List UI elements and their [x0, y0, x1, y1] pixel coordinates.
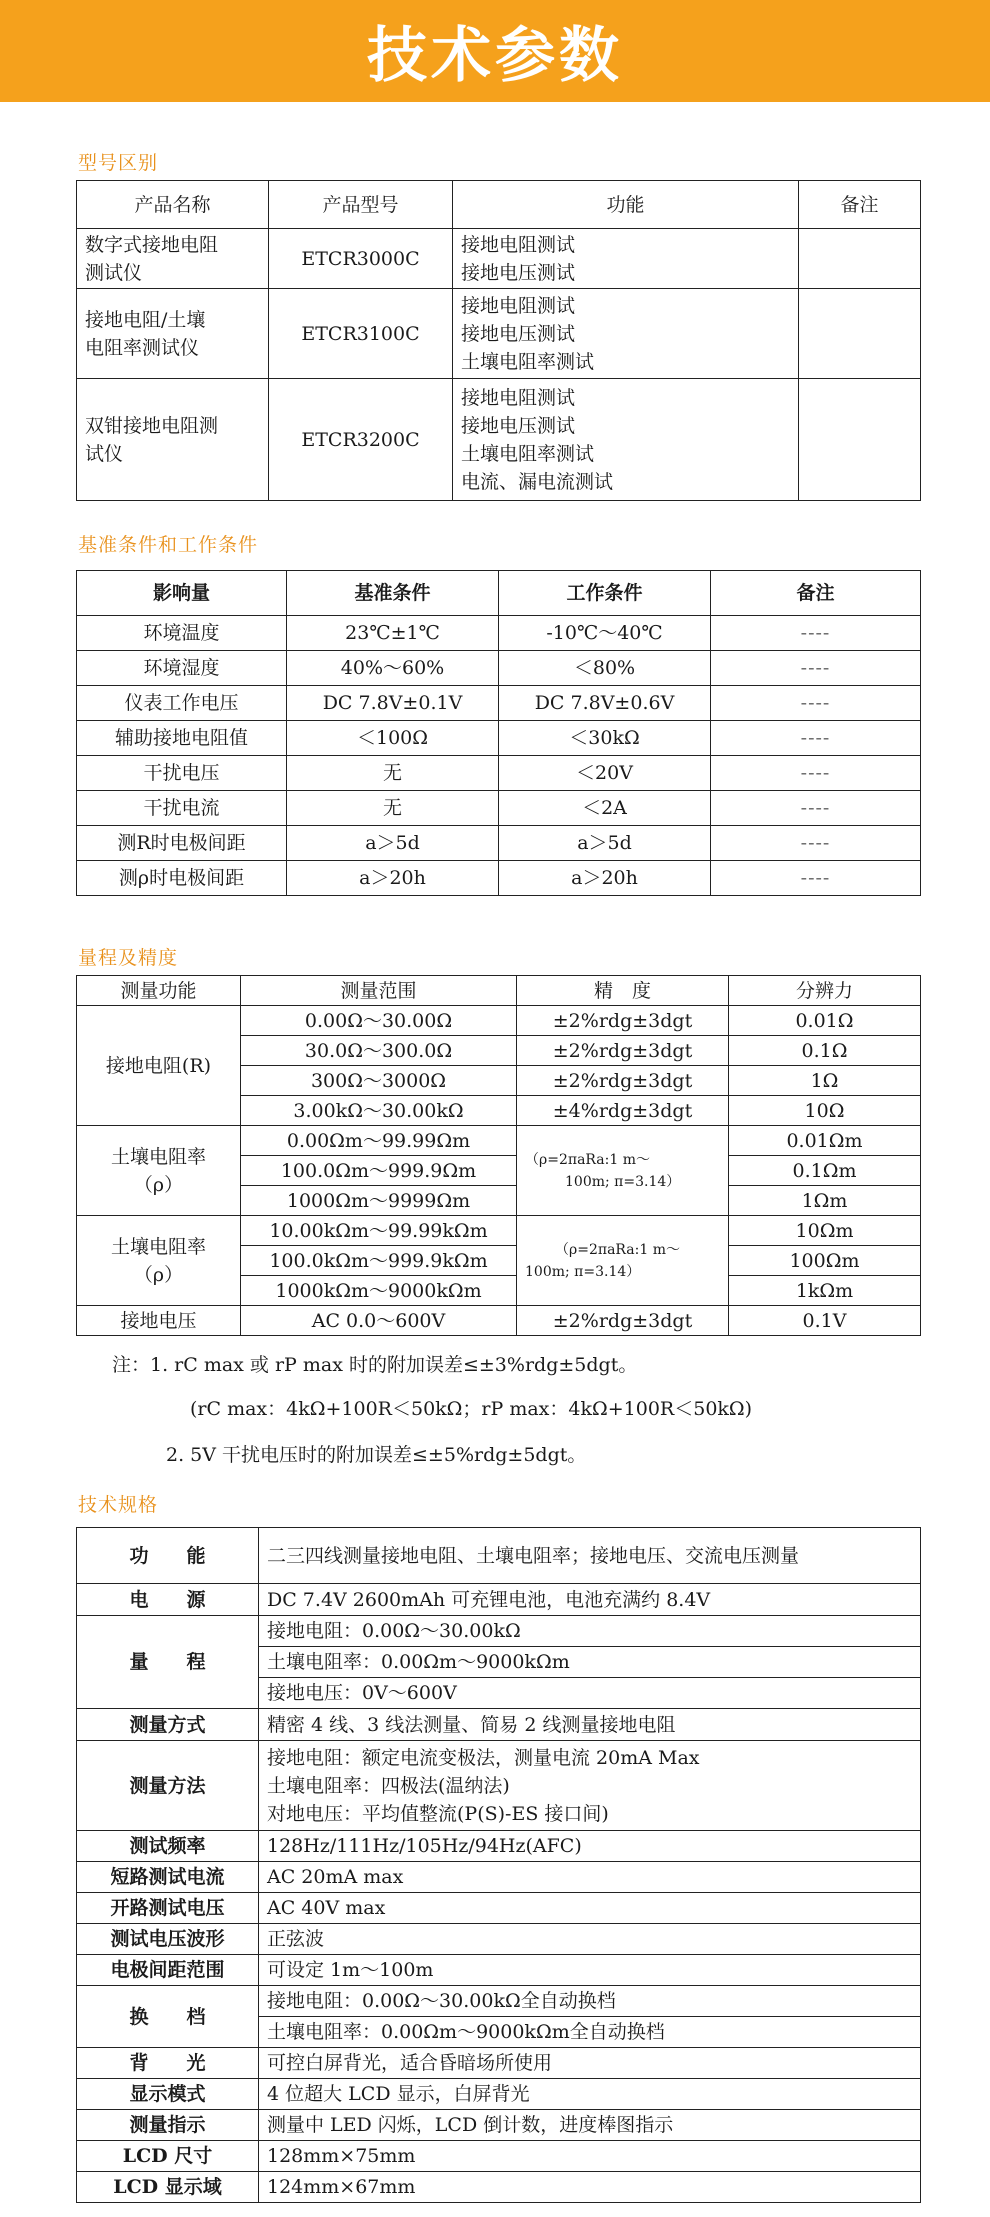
influence-cell: 辅助接地电阻值 [77, 721, 287, 756]
table-row [77, 686, 921, 721]
table-row [77, 289, 921, 379]
table-row [77, 791, 921, 826]
reference-cell: 无 [287, 756, 499, 791]
table-row [77, 1741, 921, 1831]
table-row [77, 2110, 921, 2141]
note-cell: ---- [711, 721, 921, 756]
resolution-cell: 10Ω [729, 1096, 921, 1126]
reference-cell: 23℃±1℃ [287, 616, 499, 651]
spec-label: 测量方法 [77, 1741, 259, 1831]
table-row [77, 1528, 921, 1584]
working-cell: a＞20h [499, 861, 711, 896]
table-row [77, 1955, 921, 1986]
spec-value: AC 40V max [259, 1893, 921, 1924]
col-header: 精 度 [517, 976, 729, 1006]
resolution-cell: 0.01Ω [729, 1006, 921, 1036]
col-header: 分辨力 [729, 976, 921, 1006]
resolution-cell: 1kΩm [729, 1276, 921, 1306]
note-cell: ---- [711, 616, 921, 651]
product-model: ETCR3000C [269, 229, 453, 289]
product-functions: 接地电阻测试 接地电压测试 土壤电阻率测试 电流、漏电流测试 [453, 379, 799, 501]
table-row [77, 1924, 921, 1955]
product-name: 数字式接地电阻 测试仪 [77, 229, 269, 289]
spec-value: 可控白屏背光，适合昏暗场所使用 [259, 2048, 921, 2079]
title-banner [0, 0, 990, 102]
function-ground-resistance: 接地电阻(R) [77, 1006, 241, 1126]
note-line-2: (rC max：4kΩ+100R＜50kΩ；rP max：4kΩ+100R＜50kΩ) [190, 1398, 753, 1420]
spec-value: 土壤电阻率：0.00Ωm～9000kΩm全自动换档 [259, 2017, 921, 2048]
working-cell: ＜20V [499, 756, 711, 791]
page-title: 技术参数 [367, 21, 623, 91]
resolution-cell: 0.01Ωm [729, 1126, 921, 1156]
specs-table [76, 1527, 921, 2203]
table-header-row [77, 976, 921, 1006]
working-cell: -10℃～40℃ [499, 616, 711, 651]
influence-cell: 干扰电流 [77, 791, 287, 826]
spec-label: 电极间距范围 [77, 1955, 259, 1986]
working-cell: ＜80% [499, 651, 711, 686]
reference-cell: a＞5d [287, 826, 499, 861]
spec-value: 土壤电阻率：0.00Ωm～9000kΩm [259, 1647, 921, 1678]
reference-cell: a＞20h [287, 861, 499, 896]
product-note [799, 229, 921, 289]
table-row [77, 756, 921, 791]
product-note [799, 289, 921, 379]
spec-value: 测量中 LED 闪烁，LCD 倒计数，进度棒图指示 [259, 2110, 921, 2141]
col-header: 基准条件 [287, 571, 499, 616]
col-header: 备注 [711, 571, 921, 616]
reference-cell: DC 7.8V±0.1V [287, 686, 499, 721]
range-cell: 0.00Ωm～99.99Ωm [241, 1126, 517, 1156]
product-name: 接地电阻/土壤 电阻率测试仪 [77, 289, 269, 379]
table-row [77, 826, 921, 861]
product-model: ETCR3200C [269, 379, 453, 501]
spec-label: 换 档 [77, 1986, 259, 2048]
product-note [799, 379, 921, 501]
table-row [77, 1831, 921, 1862]
table-row [77, 1126, 921, 1156]
section-title-models: 型号区别 [78, 152, 159, 174]
spec-value: 128mm×75mm [259, 2141, 921, 2172]
table-header-row [77, 181, 921, 229]
influence-cell: 环境温度 [77, 616, 287, 651]
table-row [77, 1986, 921, 2017]
conditions-table [76, 570, 921, 896]
table-row [77, 861, 921, 896]
resolution-cell: 1Ωm [729, 1186, 921, 1216]
resolution-cell: 0.1V [729, 1306, 921, 1336]
product-functions: 接地电阻测试 接地电压测试 [453, 229, 799, 289]
spec-value: 4 位超大 LCD 显示，白屏背光 [259, 2079, 921, 2110]
product-name: 双钳接地电阻测 试仪 [77, 379, 269, 501]
col-header: 工作条件 [499, 571, 711, 616]
accuracy-formula: （ρ=2πaRa:1 m～ 100m; π=3.14） [517, 1216, 729, 1306]
range-cell: 0.00Ω～30.00Ω [241, 1006, 517, 1036]
function-soil-resistivity: 土壤电阻率 （ρ） [77, 1126, 241, 1216]
working-cell: ＜30kΩ [499, 721, 711, 756]
product-model: ETCR3100C [269, 289, 453, 379]
reference-cell: 40%～60% [287, 651, 499, 686]
ranges-table [76, 975, 921, 1336]
reference-cell: 无 [287, 791, 499, 826]
col-header: 备注 [799, 181, 921, 229]
resolution-cell: 0.1Ω [729, 1036, 921, 1066]
spec-value: DC 7.4V 2600mAh 可充锂电池，电池充满约 8.4V [259, 1584, 921, 1616]
spec-label: 开路测试电压 [77, 1893, 259, 1924]
section-title-conditions: 基准条件和工作条件 [78, 534, 259, 556]
spec-value: 128Hz/111Hz/105Hz/94Hz(AFC) [259, 1831, 921, 1862]
col-header: 影响量 [77, 571, 287, 616]
spec-label: 显示模式 [77, 2079, 259, 2110]
spec-label: LCD 显示域 [77, 2172, 259, 2203]
table-row [77, 1616, 921, 1647]
influence-cell: 环境湿度 [77, 651, 287, 686]
spec-label: 测量指示 [77, 2110, 259, 2141]
table-row [77, 721, 921, 756]
table-row [77, 2172, 921, 2203]
note-cell: ---- [711, 651, 921, 686]
table-row [77, 1893, 921, 1924]
spec-label: 功 能 [77, 1528, 259, 1584]
working-cell: ＜2A [499, 791, 711, 826]
influence-cell: 仪表工作电压 [77, 686, 287, 721]
table-row [77, 1862, 921, 1893]
table-row [77, 1584, 921, 1616]
accuracy-cell: ±2%rdg±3dgt [517, 1306, 729, 1336]
table-row [77, 2079, 921, 2110]
spec-value: AC 20mA max [259, 1862, 921, 1893]
table-row [77, 616, 921, 651]
accuracy-formula: （ρ=2πaRa:1 m～ 100m; π=3.14） [517, 1126, 729, 1216]
spec-value: 精密 4 线、3 线法测量、简易 2 线测量接地电阻 [259, 1709, 921, 1741]
working-cell: DC 7.8V±0.6V [499, 686, 711, 721]
note-cell: ---- [711, 861, 921, 896]
table-row [77, 2141, 921, 2172]
table-row [77, 1306, 921, 1336]
table-row [77, 1709, 921, 1741]
col-header: 功能 [453, 181, 799, 229]
influence-cell: 测ρ时电极间距 [77, 861, 287, 896]
spec-label: 测试电压波形 [77, 1924, 259, 1955]
note-cell: ---- [711, 826, 921, 861]
section-title-ranges: 量程及精度 [78, 947, 179, 969]
influence-cell: 干扰电压 [77, 756, 287, 791]
spec-label: 短路测试电流 [77, 1862, 259, 1893]
models-table [76, 180, 921, 501]
spec-value: 124mm×67mm [259, 2172, 921, 2203]
range-cell: 3.00kΩ～30.00kΩ [241, 1096, 517, 1126]
accuracy-cell: ±4%rdg±3dgt [517, 1096, 729, 1126]
function-soil-resistivity: 土壤电阻率 （ρ） [77, 1216, 241, 1306]
working-cell: a＞5d [499, 826, 711, 861]
note-cell: ---- [711, 756, 921, 791]
spec-value: 接地电压：0V～600V [259, 1678, 921, 1709]
accuracy-cell: ±2%rdg±3dgt [517, 1036, 729, 1066]
spec-value: 接地电阻：0.00Ω～30.00kΩ [259, 1616, 921, 1647]
note-cell: ---- [711, 686, 921, 721]
table-row [77, 651, 921, 686]
table-row [77, 1216, 921, 1246]
spec-value: 正弦波 [259, 1924, 921, 1955]
spec-value: 可设定 1m～100m [259, 1955, 921, 1986]
range-cell: 100.0kΩm～999.9kΩm [241, 1246, 517, 1276]
col-header: 测量功能 [77, 976, 241, 1006]
product-functions: 接地电阻测试 接地电压测试 土壤电阻率测试 [453, 289, 799, 379]
spec-label: 量 程 [77, 1616, 259, 1709]
range-cell: 1000Ωm～9999Ωm [241, 1186, 517, 1216]
function-ground-voltage: 接地电压 [77, 1306, 241, 1336]
table-row [77, 229, 921, 289]
accuracy-cell: ±2%rdg±3dgt [517, 1066, 729, 1096]
spec-value: 接地电阻：额定电流变极法，测量电流 20mA Max 土壤电阻率：四极法(温纳法) 对地电压：平均值整流(P(S)-ES 接口间) [259, 1741, 921, 1831]
range-cell: 1000kΩm～9000kΩm [241, 1276, 517, 1306]
spec-label: 背 光 [77, 2048, 259, 2079]
note-line-1: 注：1. rC max 或 rP max 时的附加误差≤±3%rdg±5dgt。 [112, 1354, 638, 1376]
table-header-row [77, 571, 921, 616]
spec-label: 电 源 [77, 1584, 259, 1616]
table-row [77, 1006, 921, 1036]
col-header: 测量范围 [241, 976, 517, 1006]
reference-cell: ＜100Ω [287, 721, 499, 756]
col-header: 产品名称 [77, 181, 269, 229]
range-cell: 300Ω～3000Ω [241, 1066, 517, 1096]
spec-value: 二三四线测量接地电阻、土壤电阻率；接地电压、交流电压测量 [259, 1528, 921, 1584]
resolution-cell: 100Ωm [729, 1246, 921, 1276]
col-header: 产品型号 [269, 181, 453, 229]
resolution-cell: 1Ω [729, 1066, 921, 1096]
accuracy-cell: ±2%rdg±3dgt [517, 1006, 729, 1036]
resolution-cell: 10Ωm [729, 1216, 921, 1246]
note-cell: ---- [711, 791, 921, 826]
note-line-3: 2. 5V 干扰电压时的附加误差≤±5%rdg±5dgt。 [166, 1444, 587, 1466]
range-cell: AC 0.0～600V [241, 1306, 517, 1336]
influence-cell: 测R时电极间距 [77, 826, 287, 861]
table-row [77, 2048, 921, 2079]
spec-label: LCD 尺寸 [77, 2141, 259, 2172]
range-cell: 30.0Ω～300.0Ω [241, 1036, 517, 1066]
spec-label: 测量方式 [77, 1709, 259, 1741]
resolution-cell: 0.1Ωm [729, 1156, 921, 1186]
range-cell: 10.00kΩm～99.99kΩm [241, 1216, 517, 1246]
range-cell: 100.0Ωm～999.9Ωm [241, 1156, 517, 1186]
table-row [77, 379, 921, 501]
spec-label: 测试频率 [77, 1831, 259, 1862]
spec-value: 接地电阻：0.00Ω～30.00kΩ全自动换档 [259, 1986, 921, 2017]
section-title-specs: 技术规格 [78, 1494, 159, 1516]
